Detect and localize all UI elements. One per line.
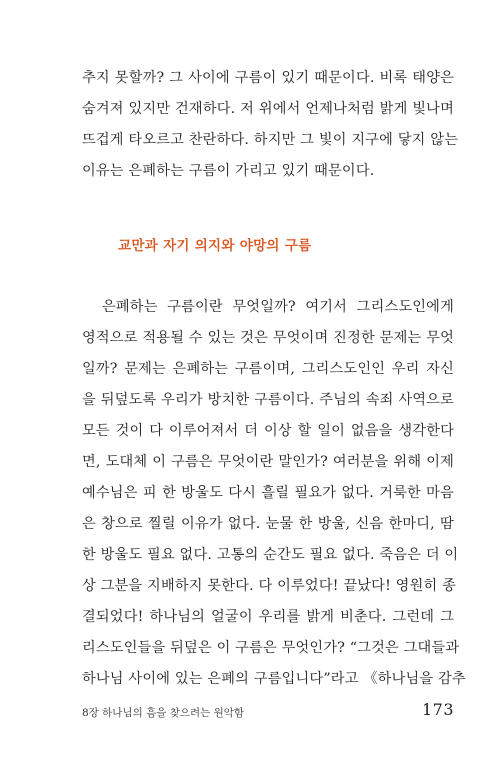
paragraph-2-line: 일까? 문제는 은폐하는 구름이며, 그리스도인인 우리 자신 <box>82 361 454 377</box>
paragraph-2-line: 모든 것이 다 이루어져서 더 이상 할 일이 없음을 생각한다 <box>82 423 454 439</box>
paragraph-2-line: 예수님은 피 한 방울도 다시 흘릴 필요가 없다. 거룩한 마음 <box>82 485 454 501</box>
paragraph-2-line: 을 뒤덮도록 우리가 방치한 구름이다. 주님의 속죄 사역으로 <box>82 392 454 408</box>
paragraph-2 <box>82 292 466 695</box>
section-heading: 교만과 자기 의지와 야망의 구름 <box>118 238 312 254</box>
page-number: 173 <box>421 700 454 719</box>
paragraph-2-line: 하나님 사이에 있는 은폐의 구름입니다”라고 《하나님을 감추 <box>82 671 466 687</box>
running-footer-chapter: 8장 하나님의 흠을 찾으려는 원악함 <box>82 707 245 719</box>
paragraph-2-line: 은 창으로 찔릴 이유가 없다. 눈물 한 방울, 신음 한마디, 땀 <box>82 516 454 532</box>
paragraph-2-line: 면, 도대체 이 구름은 무엇이란 말인가? 여러분을 위해 이제 <box>82 454 454 470</box>
paragraph-1-line: 이유는 은폐하는 구름이 가리고 있기 때문이다. <box>82 163 375 179</box>
paragraph-2-line: 리스도인들을 뒤덮은 이 구름은 무엇인가? “그것은 그대들과 <box>82 640 460 656</box>
paragraph-1-line: 뜨겁게 타오르고 찬란하다. 하지만 그 빛이 지구에 닿지 않는 <box>82 132 459 148</box>
paragraph-1-line: 숨겨져 있지만 건재하다. 저 위에서 언제나처럼 밝게 빛나며 <box>82 101 454 117</box>
paragraph-2-line: 상 그분을 지배하지 못한다. 다 이루었다! 끝났다! 영원히 종 <box>82 578 457 594</box>
paragraph-2-line: 은폐하는 구름이란 무엇일까? 여기서 그리스도인에게 <box>102 299 454 315</box>
paragraph-2-line: 영적으로 적용될 수 있는 것은 무엇이며 진정한 문제는 무엇 <box>82 330 454 346</box>
paragraph-1 <box>82 63 459 187</box>
paragraph-1-line: 추지 못할까? 그 사이에 구름이 있기 때문이다. 비록 태양은 <box>82 70 454 86</box>
paragraph-2-line: 결되었다! 하나님의 얼굴이 우리를 밝게 비춘다. 그런데 그 <box>82 609 454 625</box>
paragraph-2-line: 한 방울도 필요 없다. 고통의 순간도 필요 없다. 죽음은 더 이 <box>82 547 459 563</box>
